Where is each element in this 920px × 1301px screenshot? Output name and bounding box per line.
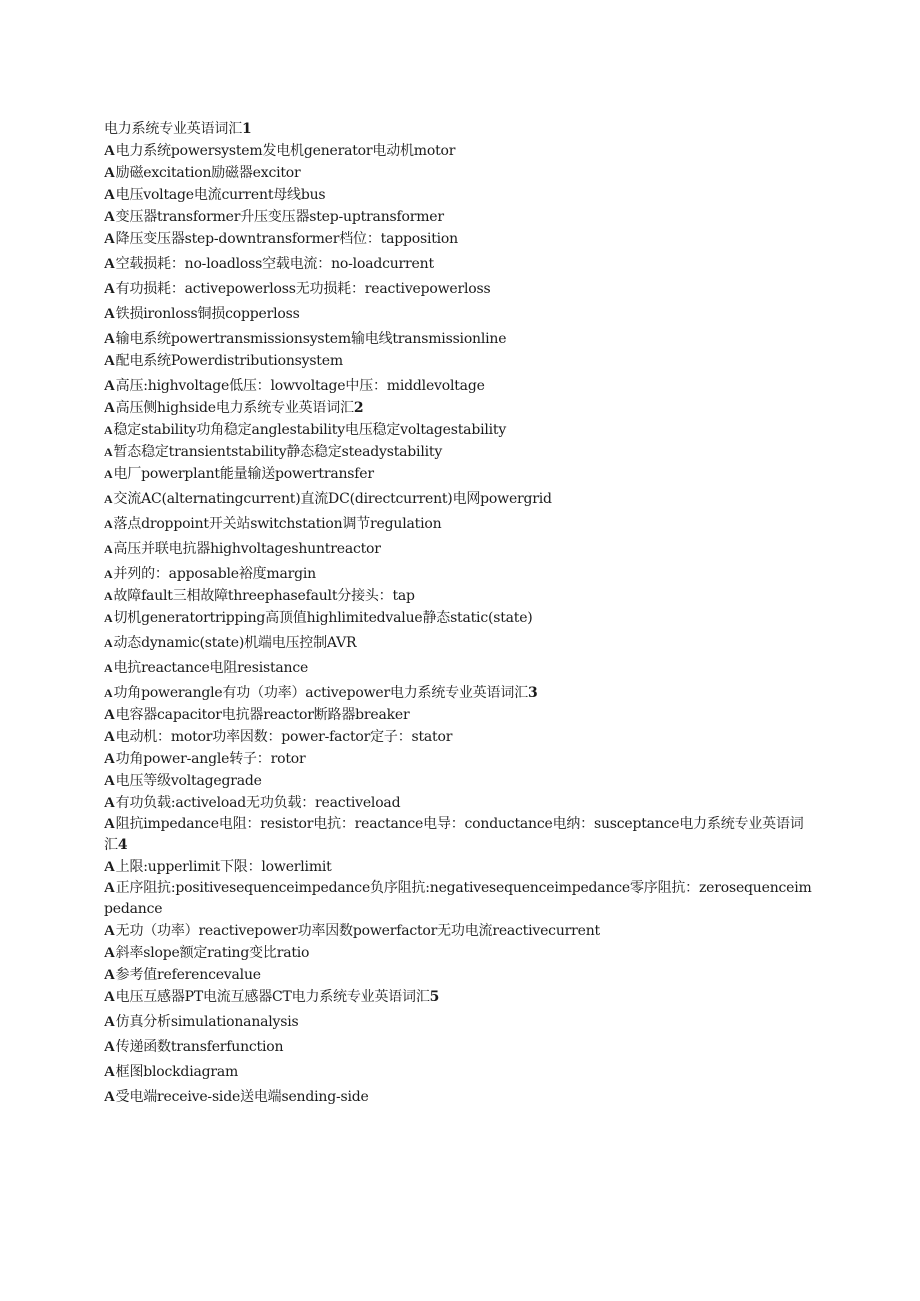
line-marker: A: [104, 353, 115, 369]
line-marker: A: [104, 331, 115, 347]
line-marker: A: [104, 306, 115, 322]
vocab-line-9: A输电系统powertransmissionsystem输电线transmissionline: [104, 331, 507, 347]
line-marker: A: [104, 256, 115, 272]
line-marker: A: [104, 923, 115, 939]
line-marker: A: [104, 859, 115, 875]
vocab-line-22: A动态dynamic(state)机端电压控制AVR: [104, 635, 357, 651]
vocab-line-18: A高压并联电抗器highvoltageshuntreactor: [104, 541, 381, 557]
vocab-line-11: A高压:highvoltage低压：lowvoltage中压：middlevoltage: [104, 378, 485, 394]
vocab-line-40: A受电端receive-side送电端sending-side: [104, 1089, 369, 1105]
vocab-line-3: A电压voltage电流current母线bus: [104, 187, 326, 203]
vocab-line-2: A励磁excitation励磁器excitor: [104, 165, 301, 181]
line-marker: A: [104, 492, 113, 506]
line-marker: A: [104, 542, 113, 556]
document-title: 电力系统专业英语词汇1: [104, 121, 252, 137]
line-marker: A: [104, 567, 113, 581]
section-number: 4: [117, 837, 128, 853]
vocab-line-39: A框图blockdiagram: [104, 1064, 239, 1080]
vocab-line-13: A稳定stability功角稳定anglestability电压稳定voltagestability: [104, 422, 507, 438]
section-number: 2: [353, 400, 364, 416]
vocab-line-23: A电抗reactance电阻resistance: [104, 660, 309, 676]
vocab-line-24: A功角powerangle有功（功率）activepower电力系统专业英语词汇3: [104, 685, 538, 701]
line-marker: A: [104, 231, 115, 247]
line-marker: A: [104, 880, 115, 896]
line-marker: A: [104, 729, 115, 745]
vocab-line-6: A空载损耗：no-loadloss空载电流：no-loadcurrent: [104, 256, 434, 272]
vocab-line-38: A传递函数transferfunction: [104, 1039, 284, 1055]
line-marker: A: [104, 445, 113, 459]
line-marker: A: [104, 945, 115, 961]
vocab-line-12: A高压侧highside电力系统专业英语词汇2: [104, 400, 364, 416]
line-marker: A: [104, 795, 115, 811]
line-marker: A: [104, 400, 115, 416]
line-marker: A: [104, 751, 115, 767]
title-number: 1: [242, 121, 252, 137]
vocab-line-4: A变压器transformer升压变压器step-uptransformer: [104, 209, 444, 225]
line-marker: A: [104, 707, 115, 723]
line-marker: A: [104, 187, 115, 203]
line-marker: A: [104, 517, 113, 531]
line-marker: A: [104, 143, 115, 159]
line-marker: A: [104, 589, 113, 603]
vocab-line-26: A电动机：motor功率因数：power-factor定子：stator: [104, 729, 453, 745]
line-marker: A: [104, 209, 115, 225]
vocab-line-30: A阻抗impedance电阻：resistor电抗：reactance电导：conductance电纳：susceptance电力系统专业英语词汇4: [104, 816, 804, 853]
line-marker: A: [104, 1014, 115, 1030]
line-marker: A: [104, 967, 115, 983]
vocab-line-35: A参考值referencevalue: [104, 967, 261, 983]
vocab-line-17: A落点droppoint开关站switchstation调节regulation: [104, 516, 442, 532]
vocab-line-32: A正序阻抗:positivesequenceimpedance负序阻抗:negativesequenceimpedance零序阻抗：zerosequenceimpedance: [104, 880, 812, 917]
line-marker: A: [104, 467, 113, 481]
section-number: 5: [429, 989, 440, 1005]
line-marker: A: [104, 773, 115, 789]
vocab-line-36: A电压互感器PT电流互感器CT电力系统专业英语词汇5: [104, 989, 440, 1005]
vocab-line-1: A电力系统powersystem发电机generator电动机motor: [104, 143, 456, 159]
vocab-line-31: A上限:upperlimit下限：lowerlimit: [104, 859, 332, 875]
line-marker: A: [104, 378, 115, 394]
line-marker: A: [104, 686, 113, 700]
line-marker: A: [104, 1039, 115, 1055]
vocab-line-29: A有功负载:activeload无功负载：reactiveload: [104, 795, 401, 811]
line-marker: A: [104, 165, 115, 181]
section-number: 3: [527, 685, 538, 701]
line-marker: A: [104, 611, 113, 625]
vocab-line-15: A电厂powerplant能量输送powertransfer: [104, 466, 374, 482]
line-marker: A: [104, 281, 115, 297]
vocab-line-14: A暂态稳定transientstability静态稳定steadystability: [104, 444, 443, 460]
vocab-line-16: A交流AC(alternatingcurrent)直流DC(directcurrent)电网powergrid: [104, 491, 552, 507]
vocab-line-5: A降压变压器step-downtransformer档位：tapposition: [104, 231, 458, 247]
vocab-line-21: A切机generatortripping高顶值highlimitedvalue静态static(state): [104, 610, 533, 626]
line-marker: A: [104, 423, 113, 437]
vocab-line-28: A电压等级voltagegrade: [104, 773, 262, 789]
vocab-line-19: A并列的：apposable裕度margin: [104, 566, 316, 582]
vocab-line-8: A铁损ironloss铜损copperloss: [104, 306, 300, 322]
line-marker: A: [104, 661, 113, 675]
line-marker: A: [104, 989, 115, 1005]
vocab-line-7: A有功损耗：activepowerloss无功损耗：reactivepowerloss: [104, 281, 491, 297]
line-marker: A: [104, 1064, 115, 1080]
line-marker: A: [104, 1089, 115, 1105]
line-marker: A: [104, 816, 115, 832]
vocab-line-34: A斜率slope额定rating变比ratio: [104, 945, 310, 961]
document-body: [104, 118, 816, 1108]
vocab-line-10: A配电系统Powerdistributionsystem: [104, 353, 343, 369]
vocab-line-37: A仿真分析simulationanalysis: [104, 1014, 299, 1030]
line-marker: A: [104, 636, 113, 650]
vocab-line-33: A无功（功率）reactivepower功率因数powerfactor无功电流reactivecurrent: [104, 923, 600, 939]
vocab-line-27: A功角power-angle转子：rotor: [104, 751, 306, 767]
vocab-line-25: A电容器capacitor电抗器reactor断路器breaker: [104, 707, 410, 723]
vocab-line-20: A故障fault三相故障threephasefault分接头：tap: [104, 588, 415, 604]
